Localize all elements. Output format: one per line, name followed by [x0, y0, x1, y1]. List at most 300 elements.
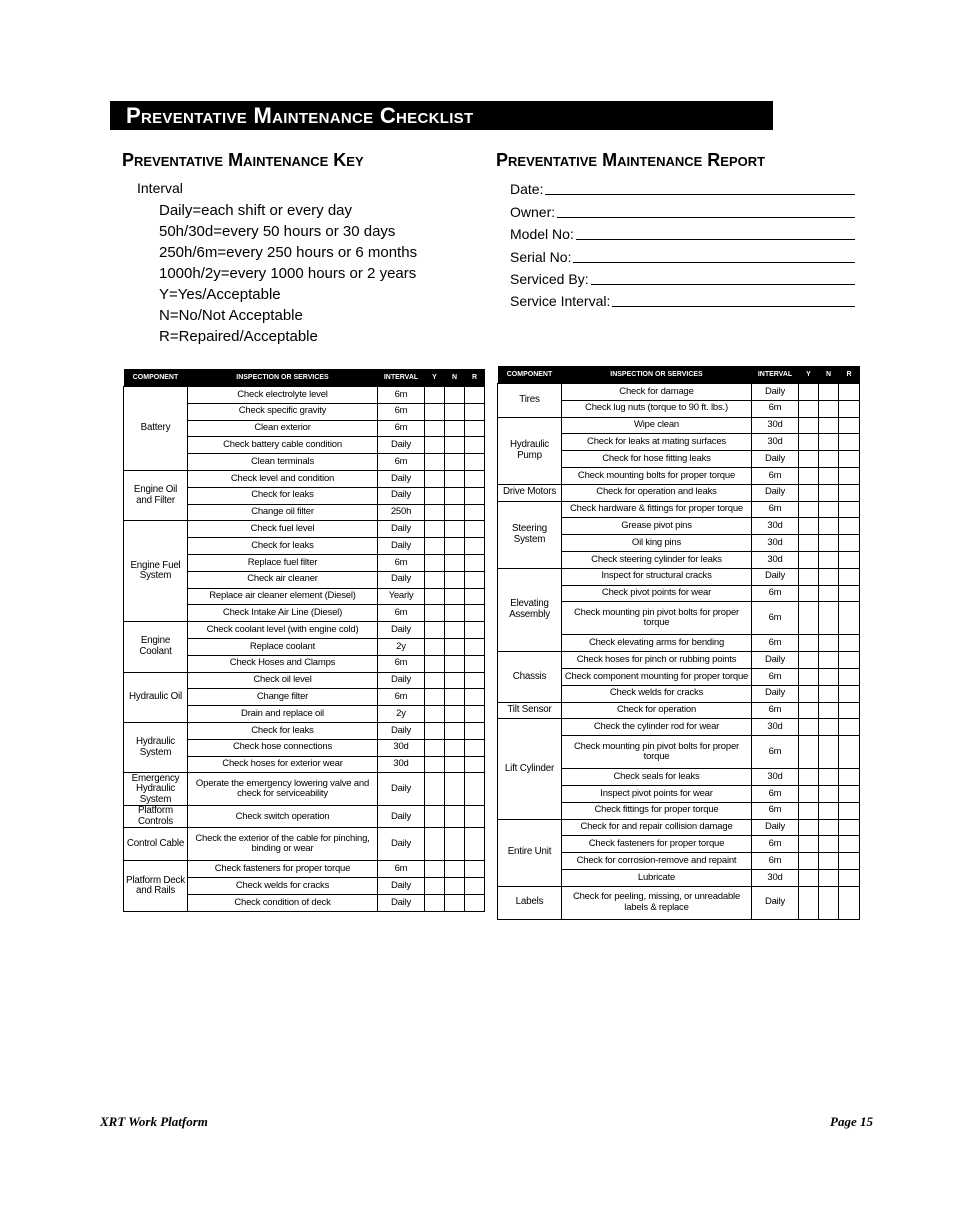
checkbox-cell-r[interactable] [839, 434, 860, 451]
checkbox-cell-n[interactable] [445, 689, 465, 706]
checkbox-cell-y[interactable] [425, 861, 445, 878]
interval-cell: 30d [752, 719, 799, 736]
field-blank-line[interactable] [557, 204, 855, 218]
checkbox-cell-n[interactable] [445, 554, 465, 571]
task-cell: Check fuel level [188, 521, 378, 538]
checkbox-cell-r[interactable] [465, 521, 485, 538]
checkbox-cell-r[interactable] [465, 571, 485, 588]
interval-cell: 6m [752, 635, 799, 652]
task-cell: Check condition of deck [188, 894, 378, 911]
checkbox-cell-n[interactable] [819, 635, 839, 652]
checkbox-cell-y[interactable] [425, 403, 445, 420]
checkbox-cell-n[interactable] [819, 836, 839, 853]
interval-cell: 30d [752, 535, 799, 552]
checkbox-cell-y[interactable] [425, 878, 445, 895]
checkbox-cell-n[interactable] [445, 894, 465, 911]
task-cell: Check for corrosion-remove and repaint [562, 853, 752, 870]
checkbox-cell-r[interactable] [465, 706, 485, 723]
checkbox-cell-y[interactable] [799, 451, 819, 468]
key-list [159, 200, 417, 347]
checkbox-cell-r[interactable] [839, 853, 860, 870]
checkbox-cell-r[interactable] [465, 828, 485, 861]
checkbox-cell-n[interactable] [819, 535, 839, 552]
checkbox-cell-y[interactable] [799, 836, 819, 853]
checkbox-cell-y[interactable] [799, 535, 819, 552]
checkbox-cell-r[interactable] [839, 568, 860, 585]
checkbox-cell-n[interactable] [819, 400, 839, 417]
component-cell: Platform Controls [124, 806, 188, 828]
task-cell: Check switch operation [188, 806, 378, 828]
checkbox-cell-y[interactable] [425, 706, 445, 723]
checkbox-cell-y[interactable] [425, 420, 445, 437]
checkbox-cell-n[interactable] [445, 878, 465, 895]
checkbox-cell-r[interactable] [465, 588, 485, 605]
checkbox-cell-y[interactable] [425, 454, 445, 471]
interval-cell: Daily [378, 722, 425, 739]
component-cell: Control Cable [124, 828, 188, 861]
checkbox-cell-r[interactable] [465, 655, 485, 672]
checkbox-cell-n[interactable] [445, 420, 465, 437]
column-header-y: Y [425, 369, 445, 387]
checkbox-cell-y[interactable] [799, 484, 819, 501]
field-blank-line[interactable] [612, 293, 855, 307]
interval-cell: 30d [752, 434, 799, 451]
checkbox-cell-n[interactable] [445, 470, 465, 487]
component-cell: Hydraulic Oil [124, 672, 188, 722]
checkbox-cell-n[interactable] [819, 702, 839, 719]
checkbox-cell-n[interactable] [445, 538, 465, 555]
checkbox-cell-r[interactable] [465, 504, 485, 521]
checkbox-cell-y[interactable] [425, 672, 445, 689]
field-blank-line[interactable] [573, 249, 855, 263]
checkbox-cell-r[interactable] [839, 886, 860, 919]
checkbox-cell-r[interactable] [465, 638, 485, 655]
checkbox-cell-r[interactable] [465, 689, 485, 706]
task-cell: Lubricate [562, 869, 752, 886]
checkbox-cell-y[interactable] [799, 518, 819, 535]
checkbox-cell-y[interactable] [425, 689, 445, 706]
interval-cell: Daily [378, 571, 425, 588]
task-cell: Oil king pins [562, 535, 752, 552]
checkbox-cell-r[interactable] [465, 454, 485, 471]
field-blank-line[interactable] [545, 181, 855, 195]
checkbox-cell-y[interactable] [799, 585, 819, 602]
checkbox-cell-n[interactable] [445, 739, 465, 756]
checkbox-cell-n[interactable] [445, 387, 465, 404]
checkbox-cell-y[interactable] [425, 894, 445, 911]
checkbox-cell-r[interactable] [465, 403, 485, 420]
checkbox-cell-n[interactable] [819, 652, 839, 669]
report-field-serial [510, 245, 855, 267]
checkbox-cell-y[interactable] [799, 400, 819, 417]
field-label: Serviced By: [510, 270, 589, 287]
checkbox-cell-r[interactable] [839, 652, 860, 669]
checkbox-cell-y[interactable] [799, 685, 819, 702]
table-row [124, 722, 485, 739]
column-header-interval: INTERVAL [752, 366, 799, 384]
checkbox-cell-n[interactable] [445, 706, 465, 723]
interval-cell: 30d [752, 869, 799, 886]
checkbox-cell-y[interactable] [799, 602, 819, 635]
component-cell: Emergency Hydraulic System [124, 773, 188, 806]
checkbox-cell-y[interactable] [425, 487, 445, 504]
checkbox-cell-y[interactable] [799, 551, 819, 568]
component-cell: Labels [498, 886, 562, 919]
checkbox-cell-n[interactable] [445, 571, 465, 588]
checkbox-cell-y[interactable] [799, 467, 819, 484]
checkbox-cell-r[interactable] [465, 470, 485, 487]
checkbox-cell-n[interactable] [819, 769, 839, 786]
checkbox-cell-r[interactable] [839, 819, 860, 836]
interval-cell: Daily [378, 538, 425, 555]
checkbox-cell-y[interactable] [799, 501, 819, 518]
checkbox-cell-n[interactable] [819, 819, 839, 836]
checkbox-cell-y[interactable] [799, 886, 819, 919]
checkbox-cell-n[interactable] [445, 437, 465, 454]
key-item: 1000h/2y=every 1000 hours or 2 years [159, 265, 417, 282]
checkbox-cell-n[interactable] [819, 585, 839, 602]
checkbox-cell-r[interactable] [839, 467, 860, 484]
checkbox-cell-y[interactable] [425, 655, 445, 672]
component-cell: Lift Cylinder [498, 719, 562, 819]
checkbox-cell-y[interactable] [425, 605, 445, 622]
checkbox-cell-n[interactable] [819, 467, 839, 484]
interval-label: Interval [137, 180, 183, 196]
column-header-component: COMPONENT [498, 366, 562, 384]
checkbox-cell-r[interactable] [839, 417, 860, 434]
checkbox-cell-y[interactable] [799, 719, 819, 736]
checkbox-cell-n[interactable] [819, 551, 839, 568]
checkbox-cell-y[interactable] [799, 635, 819, 652]
field-blank-line[interactable] [591, 271, 855, 285]
checkbox-cell-n[interactable] [445, 454, 465, 471]
table-row [498, 886, 860, 919]
checkbox-cell-y[interactable] [425, 521, 445, 538]
field-label: Service Interval: [510, 293, 611, 310]
checkbox-cell-r[interactable] [465, 487, 485, 504]
checkbox-cell-y[interactable] [799, 434, 819, 451]
interval-cell: Daily [378, 894, 425, 911]
task-cell: Change oil filter [188, 504, 378, 521]
checkbox-cell-y[interactable] [799, 736, 819, 769]
key-item: Y=Yes/Acceptable [159, 286, 281, 303]
checkbox-cell-r[interactable] [839, 719, 860, 736]
task-cell: Check fasteners for proper torque [188, 861, 378, 878]
interval-cell: 6m [378, 689, 425, 706]
component-cell: Engine Oil and Filter [124, 470, 188, 520]
checkbox-cell-r[interactable] [465, 722, 485, 739]
column-header-y: Y [799, 366, 819, 384]
checkbox-cell-n[interactable] [445, 655, 465, 672]
checkbox-cell-y[interactable] [799, 869, 819, 886]
checkbox-cell-r[interactable] [839, 836, 860, 853]
checkbox-cell-r[interactable] [839, 635, 860, 652]
checkbox-cell-r[interactable] [465, 878, 485, 895]
checkbox-cell-n[interactable] [819, 417, 839, 434]
table-row [124, 828, 485, 861]
task-cell: Check air cleaner [188, 571, 378, 588]
checkbox-cell-y[interactable] [425, 806, 445, 828]
checkbox-cell-r[interactable] [465, 773, 485, 806]
checkbox-cell-r[interactable] [839, 802, 860, 819]
report-field-owner [510, 200, 855, 222]
interval-cell: 6m [752, 853, 799, 870]
checkbox-cell-r[interactable] [839, 400, 860, 417]
checkbox-cell-r[interactable] [839, 602, 860, 635]
key-heading: Preventative Maintenance Key [122, 150, 364, 170]
checkbox-cell-r[interactable] [839, 484, 860, 501]
checkbox-cell-n[interactable] [445, 828, 465, 861]
table-row [124, 806, 485, 828]
checkbox-cell-r[interactable] [839, 384, 860, 401]
checkbox-cell-y[interactable] [425, 571, 445, 588]
checkbox-cell-n[interactable] [445, 773, 465, 806]
interval-cell: 6m [378, 554, 425, 571]
checkbox-cell-r[interactable] [465, 806, 485, 828]
field-blank-line[interactable] [576, 226, 855, 240]
checkbox-cell-r[interactable] [465, 554, 485, 571]
table-row [124, 521, 485, 538]
task-cell: Check for and repair collision damage [562, 819, 752, 836]
checkbox-cell-y[interactable] [425, 773, 445, 806]
checkbox-cell-n[interactable] [445, 403, 465, 420]
interval-cell: Daily [752, 451, 799, 468]
interval-cell: Daily [378, 828, 425, 861]
component-cell: Engine Fuel System [124, 521, 188, 622]
interval-cell: 6m [378, 387, 425, 404]
column-header-inspection: INSPECTION OR SERVICES [562, 366, 752, 384]
task-cell: Check Intake Air Line (Diesel) [188, 605, 378, 622]
checkbox-cell-r[interactable] [839, 685, 860, 702]
task-cell: Check level and condition [188, 470, 378, 487]
checklist-table-right [497, 366, 860, 920]
component-cell: Platform Deck and Rails [124, 861, 188, 911]
checkbox-cell-y[interactable] [799, 769, 819, 786]
checkbox-cell-r[interactable] [839, 535, 860, 552]
checkbox-cell-r[interactable] [839, 451, 860, 468]
checkbox-cell-n[interactable] [819, 719, 839, 736]
task-cell: Check for operation [562, 702, 752, 719]
checkbox-cell-y[interactable] [425, 588, 445, 605]
checkbox-cell-r[interactable] [839, 769, 860, 786]
table-row [124, 622, 485, 639]
table-row [498, 417, 860, 434]
interval-cell: 6m [378, 861, 425, 878]
interval-cell: 6m [752, 467, 799, 484]
checkbox-cell-n[interactable] [819, 568, 839, 585]
checkbox-cell-n[interactable] [445, 672, 465, 689]
task-cell: Check mounting bolts for proper torque [562, 467, 752, 484]
checkbox-cell-n[interactable] [445, 605, 465, 622]
checkbox-cell-r[interactable] [465, 756, 485, 773]
checkbox-cell-r[interactable] [839, 668, 860, 685]
checkbox-cell-r[interactable] [839, 869, 860, 886]
checkbox-cell-y[interactable] [425, 722, 445, 739]
checkbox-cell-n[interactable] [445, 622, 465, 639]
component-cell: Hydraulic Pump [498, 417, 562, 484]
component-cell: Engine Coolant [124, 622, 188, 672]
interval-cell: Daily [752, 484, 799, 501]
table-row [498, 484, 860, 501]
checkbox-cell-y[interactable] [425, 828, 445, 861]
checkbox-cell-r[interactable] [465, 605, 485, 622]
field-label: Date: [510, 181, 544, 198]
checkbox-cell-y[interactable] [425, 437, 445, 454]
checkbox-cell-r[interactable] [465, 622, 485, 639]
task-cell: Wipe clean [562, 417, 752, 434]
task-cell: Check for leaks [188, 722, 378, 739]
checkbox-cell-y[interactable] [425, 638, 445, 655]
checkbox-cell-n[interactable] [819, 501, 839, 518]
checkbox-cell-r[interactable] [839, 702, 860, 719]
checkbox-cell-r[interactable] [839, 501, 860, 518]
interval-cell: Yearly [378, 588, 425, 605]
interval-cell: 2y [378, 638, 425, 655]
checkbox-cell-n[interactable] [819, 869, 839, 886]
report-field-model [510, 223, 855, 245]
key-item: R=Repaired/Acceptable [159, 328, 318, 345]
checkbox-cell-r[interactable] [465, 420, 485, 437]
checkbox-cell-r[interactable] [465, 538, 485, 555]
table-row [498, 819, 860, 836]
interval-cell: Daily [378, 806, 425, 828]
task-cell: Check welds for cracks [188, 878, 378, 895]
checkbox-cell-y[interactable] [799, 652, 819, 669]
checkbox-cell-y[interactable] [799, 819, 819, 836]
column-header-component: COMPONENT [124, 369, 188, 387]
component-cell: Chassis [498, 652, 562, 702]
checkbox-cell-n[interactable] [445, 588, 465, 605]
checkbox-cell-n[interactable] [819, 384, 839, 401]
interval-cell: Daily [378, 487, 425, 504]
checkbox-cell-n[interactable] [819, 451, 839, 468]
task-cell: Clean exterior [188, 420, 378, 437]
task-cell: Inspect pivot points for wear [562, 785, 752, 802]
component-cell: Battery [124, 387, 188, 471]
checkbox-cell-n[interactable] [445, 504, 465, 521]
checkbox-cell-y[interactable] [799, 668, 819, 685]
interval-cell: 6m [378, 605, 425, 622]
interval-cell: 6m [378, 403, 425, 420]
checkbox-cell-r[interactable] [839, 551, 860, 568]
checkbox-cell-n[interactable] [819, 685, 839, 702]
page-title: Preventative Maintenance Checklist [126, 103, 474, 128]
interval-cell: 30d [752, 417, 799, 434]
checkbox-cell-r[interactable] [465, 672, 485, 689]
component-cell: Elevating Assembly [498, 568, 562, 651]
task-cell: Check fasteners for proper torque [562, 836, 752, 853]
checkbox-cell-n[interactable] [819, 886, 839, 919]
checkbox-cell-n[interactable] [819, 853, 839, 870]
report-form [510, 178, 855, 312]
checkbox-cell-n[interactable] [819, 668, 839, 685]
checkbox-cell-r[interactable] [839, 518, 860, 535]
task-cell: Operate the emergency lowering valve and check for serviceability [188, 773, 378, 806]
task-cell: Check specific gravity [188, 403, 378, 420]
task-cell: Check fittings for proper torque [562, 802, 752, 819]
task-cell: Check for operation and leaks [562, 484, 752, 501]
interval-cell: 30d [752, 518, 799, 535]
checkbox-cell-y[interactable] [799, 853, 819, 870]
column-header-n: N [445, 369, 465, 387]
checkbox-cell-y[interactable] [425, 554, 445, 571]
interval-cell: Daily [752, 568, 799, 585]
interval-cell: 30d [752, 769, 799, 786]
report-field-date [510, 178, 855, 200]
checkbox-cell-n[interactable] [445, 806, 465, 828]
checkbox-cell-n[interactable] [819, 434, 839, 451]
checkbox-cell-n[interactable] [819, 736, 839, 769]
component-cell: Entire Unit [498, 819, 562, 886]
checkbox-cell-n[interactable] [819, 802, 839, 819]
checkbox-cell-n[interactable] [445, 638, 465, 655]
checkbox-cell-y[interactable] [799, 417, 819, 434]
task-cell: Check for leaks [188, 538, 378, 555]
checkbox-cell-n[interactable] [819, 602, 839, 635]
checkbox-cell-y[interactable] [425, 756, 445, 773]
checkbox-cell-y[interactable] [799, 785, 819, 802]
checkbox-cell-r[interactable] [465, 861, 485, 878]
checkbox-cell-y[interactable] [799, 702, 819, 719]
task-cell: Check pivot points for wear [562, 585, 752, 602]
task-cell: Clean terminals [188, 454, 378, 471]
checkbox-cell-r[interactable] [465, 437, 485, 454]
checkbox-cell-n[interactable] [819, 785, 839, 802]
checkbox-cell-n[interactable] [445, 861, 465, 878]
checkbox-cell-y[interactable] [425, 470, 445, 487]
task-cell: Grease pivot pins [562, 518, 752, 535]
checkbox-cell-y[interactable] [425, 739, 445, 756]
checkbox-cell-n[interactable] [819, 518, 839, 535]
checkbox-cell-r[interactable] [465, 739, 485, 756]
checklist-table-left [123, 369, 485, 912]
checkbox-cell-r[interactable] [839, 585, 860, 602]
checkbox-cell-n[interactable] [445, 756, 465, 773]
checkbox-cell-r[interactable] [839, 736, 860, 769]
interval-cell: 250h [378, 504, 425, 521]
interval-cell: Daily [752, 384, 799, 401]
interval-cell: 6m [752, 785, 799, 802]
task-cell: Check for hose fitting leaks [562, 451, 752, 468]
interval-cell: 6m [752, 736, 799, 769]
checkbox-cell-y[interactable] [799, 802, 819, 819]
checkbox-cell-n[interactable] [445, 487, 465, 504]
checkbox-cell-r[interactable] [465, 894, 485, 911]
checkbox-cell-n[interactable] [445, 521, 465, 538]
page-title-bar [110, 101, 773, 130]
checkbox-cell-y[interactable] [425, 622, 445, 639]
checkbox-cell-r[interactable] [465, 387, 485, 404]
checkbox-cell-y[interactable] [799, 384, 819, 401]
checkbox-cell-y[interactable] [425, 538, 445, 555]
task-cell: Check electrolyte level [188, 387, 378, 404]
checkbox-cell-y[interactable] [799, 568, 819, 585]
checkbox-cell-y[interactable] [425, 387, 445, 404]
interval-cell: Daily [378, 470, 425, 487]
checkbox-cell-r[interactable] [839, 785, 860, 802]
interval-cell: 30d [378, 756, 425, 773]
checkbox-cell-n[interactable] [819, 484, 839, 501]
task-cell: Check component mounting for proper torque [562, 668, 752, 685]
task-cell: Check the exterior of the cable for pinching, binding or wear [188, 828, 378, 861]
key-item: 250h/6m=every 250 hours or 6 months [159, 244, 418, 261]
checkbox-cell-n[interactable] [445, 722, 465, 739]
checkbox-cell-y[interactable] [425, 504, 445, 521]
key-item: 50h/30d=every 50 hours or 30 days [159, 223, 396, 240]
component-cell: Hydraulic System [124, 722, 188, 772]
field-label: Model No: [510, 226, 574, 243]
interval-cell: Daily [378, 622, 425, 639]
